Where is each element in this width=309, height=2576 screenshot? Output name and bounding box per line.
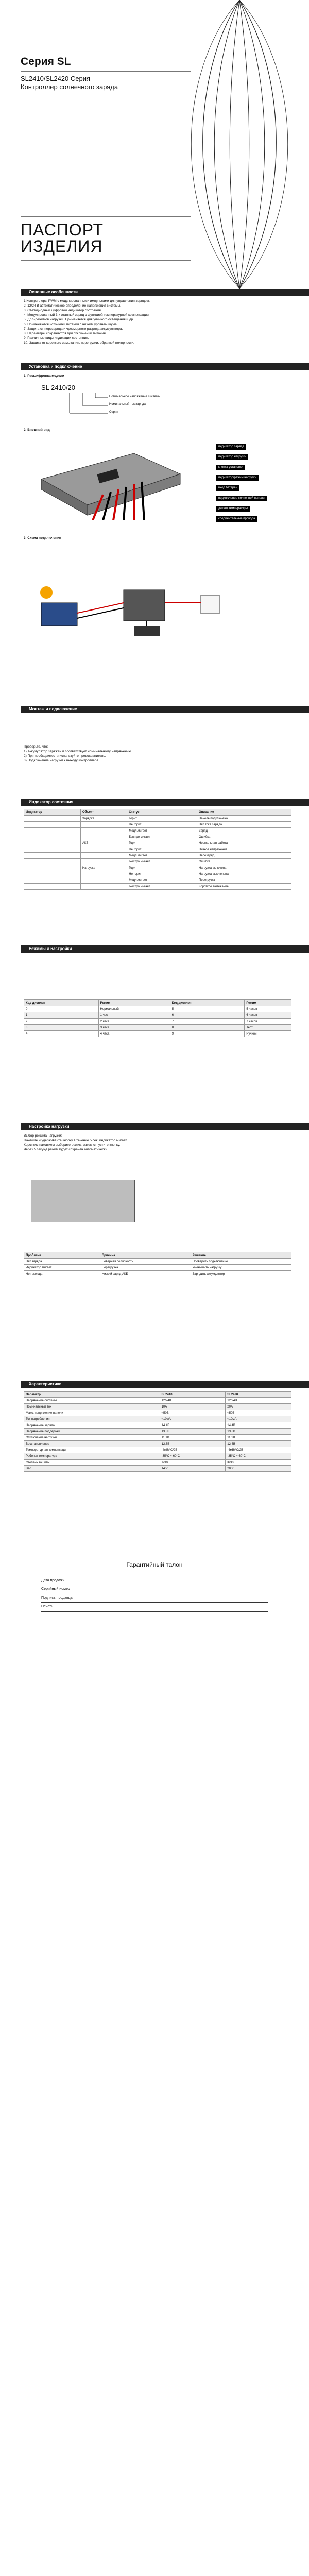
table-row: Нет выхода Низкий заряд АКБ Зарядить аккумулятор bbox=[24, 1271, 291, 1277]
warranty-field: Печать bbox=[41, 1603, 268, 1612]
controller-illustration bbox=[31, 443, 185, 520]
label-solar-panel: подключение солнечной панели bbox=[216, 496, 267, 501]
table-header: Причина bbox=[100, 1252, 191, 1259]
table-row: Восстановление 12.6В 12.6В bbox=[24, 1441, 291, 1447]
table-row: Номинальный ток 10А 20А bbox=[24, 1404, 291, 1410]
model-code: SL 2410/20 bbox=[41, 384, 76, 392]
label-set-button: кнопка установки bbox=[216, 465, 245, 470]
cover bbox=[0, 0, 309, 289]
section-mounting: Монтаж и подключение bbox=[21, 706, 309, 713]
connection-caption: 3. Схема подключения bbox=[24, 536, 61, 540]
model-note: Номинальный ток заряда bbox=[109, 403, 146, 406]
table-row: 1 1 час 6 6 часов bbox=[24, 1012, 291, 1019]
list-item: 3. Светодиодный цифровой индикатор состояния. bbox=[24, 309, 102, 312]
divider bbox=[21, 71, 191, 72]
table-row: Индикатор мигает Перегрузка Уменьшить нагрузку bbox=[24, 1265, 291, 1271]
list-item: 7. Защита от перезаряда и чрезмерного разряда аккумулятора. bbox=[24, 327, 123, 331]
table-row: АКБ Горит Нормальная работа bbox=[24, 840, 291, 846]
label-load-mode: индикатор/режим нагрузки bbox=[216, 475, 259, 481]
table-header: Решение bbox=[191, 1252, 291, 1259]
list-item: 8. Параметры сохраняются при отключении питания. bbox=[24, 332, 107, 335]
table-row: Макс. напряжение панели <50В <50В bbox=[24, 1410, 291, 1416]
table-header: Описание bbox=[197, 809, 291, 816]
series-title: Серия SL bbox=[21, 56, 71, 67]
table-row: Быстро мигает Ошибка bbox=[24, 859, 291, 865]
warranty-title: Гарантийный талон bbox=[126, 1561, 183, 1568]
table-row: Степень защиты IP30 IP30 bbox=[24, 1460, 291, 1466]
list-item: 10. Защита от короткого замыкания, перегрузки, обратной полярности. bbox=[24, 341, 134, 345]
label-temp-sensor: датчик температуры bbox=[216, 506, 250, 512]
table-row: 4 4 часа 9 Ручной bbox=[24, 1031, 291, 1037]
table-row: 3 3 часа 8 Тест bbox=[24, 1025, 291, 1031]
table-row: Медл.мигает Перегрузка bbox=[24, 877, 291, 884]
table-header: Проблема bbox=[24, 1252, 100, 1259]
controller-icon bbox=[31, 443, 185, 520]
table-row: Медл.мигает Перезаряд bbox=[24, 853, 291, 859]
table-row: Ток потребления <10мА <10мА bbox=[24, 1416, 291, 1422]
mounting-notes: Проверьте, что: 1) Аккумулятор заряжен и соответствует номинальному напряжению. 2) При необходимости используйте предохранитель. 3) Подключение нагрузки к выходу контроллера. bbox=[24, 745, 132, 762]
table-header: SL2420 bbox=[226, 1392, 291, 1398]
table-row: Напряжение поддержки 13.8В 13.8В bbox=[24, 1429, 291, 1435]
table-row: Медл.мигает Заряд bbox=[24, 828, 291, 834]
table-row: Напряжение заряда 14.4В 14.4В bbox=[24, 1422, 291, 1429]
list-item: 6. Применяются источники питания с низким уровнем шума. bbox=[24, 323, 118, 326]
table-row: 0 Нормальный 5 5 часов bbox=[24, 1006, 291, 1012]
model-note: Серия bbox=[109, 411, 118, 414]
table-header: Режим bbox=[98, 1000, 170, 1006]
list-item: 2. 12/24 В автоматическое определение напряжения системы. bbox=[24, 304, 121, 308]
product-subtitle: SL2410/SL2420 Серия Контроллер солнечного заряда bbox=[21, 75, 118, 91]
section-features: Основные особенности bbox=[21, 289, 309, 296]
warranty-field: Дата продажи bbox=[41, 1577, 268, 1585]
table-header: Статус bbox=[127, 809, 197, 816]
section-specs: Характеристики bbox=[21, 1381, 309, 1388]
decorative-curves bbox=[170, 0, 309, 289]
connection-diagram bbox=[31, 577, 278, 639]
settings-notes: Выбор режима нагрузки: Нажмите и удерживайте кнопку в течение 5 сек, индикатор мигает. Коротким нажатием выберите режим, затем отпустите кнопку. Через 5 секунд режим будет сохранён автоматически. bbox=[24, 1134, 128, 1151]
table-row: Напряжение системы 12/24В 12/24В bbox=[24, 1398, 291, 1404]
table-row: Не горит Нагрузка выключена bbox=[24, 871, 291, 877]
table-row: Не горит Нет тока заряда bbox=[24, 822, 291, 828]
divider bbox=[21, 260, 191, 261]
indicator-table bbox=[24, 809, 291, 890]
table-row: Не горит Низкое напряжение bbox=[24, 846, 291, 853]
section-installation: Установка и подключение bbox=[21, 363, 309, 370]
table-header: Индикатор bbox=[24, 809, 81, 816]
model-caption: 1. Расшифровка модели bbox=[24, 374, 64, 378]
table-header: Объект bbox=[80, 809, 127, 816]
list-item: 4. Модулированный 3-х этапный заряд с функцией температурной компенсации. bbox=[24, 313, 150, 317]
table-row: Зарядка Горит Панель подключена bbox=[24, 816, 291, 822]
table-row: Быстро мигает Короткое замыкание bbox=[24, 884, 291, 890]
table-row: Рабочая температура -35°С ~ 60°С -35°С ~ 60°С bbox=[24, 1453, 291, 1460]
table-row: Быстро мигает Ошибка bbox=[24, 834, 291, 840]
table-row: Отключение нагрузки 11.1В 11.1В bbox=[24, 1435, 291, 1441]
table-header: Код дисплея bbox=[170, 1000, 245, 1006]
table-header: Режим bbox=[245, 1000, 291, 1006]
table-row: Нет заряда Неверная полярность Проверить подключение bbox=[24, 1259, 291, 1265]
table-row: Нагрузка Горит Нагрузка включена bbox=[24, 865, 291, 871]
passport-title: ПАСПОРТ ИЗДЕЛИЯ bbox=[21, 221, 104, 256]
section-indicator: Индикатор состояния bbox=[21, 799, 309, 806]
appearance-caption: 2. Внешний вид bbox=[24, 428, 50, 432]
list-item: 9. Различные виды индикации состояния. bbox=[24, 336, 89, 340]
divider bbox=[21, 216, 191, 217]
list-item: 5. До 5 режимов нагрузки. Применяется для уличного освещения и др. bbox=[24, 318, 134, 321]
warranty-field: Серийный номер bbox=[41, 1585, 268, 1594]
features-list bbox=[24, 299, 291, 345]
controller-photo bbox=[31, 1180, 135, 1222]
table-row: 2 2 часа 7 7 часов bbox=[24, 1019, 291, 1025]
wiring-diagram bbox=[31, 577, 278, 639]
table-header: SL2410 bbox=[160, 1392, 226, 1398]
protection-table bbox=[24, 1252, 291, 1277]
section-settings: Настройка нагрузки bbox=[21, 1123, 309, 1130]
label-load-indicator: индикатор нагрузки bbox=[216, 454, 248, 460]
label-battery-input: вход батареи bbox=[216, 485, 239, 491]
table-header: Параметр bbox=[24, 1392, 160, 1398]
modes-table bbox=[24, 999, 291, 1037]
model-note: Номинальное напряжение системы bbox=[109, 395, 161, 398]
warranty-fields bbox=[41, 1577, 268, 1612]
label-charge-indicator: индикатор заряда bbox=[216, 444, 246, 450]
table-header: Код дисплея bbox=[24, 1000, 99, 1006]
table-row: Температурная компенсация -4мВ/°С/2В -4мВ/°С/2В bbox=[24, 1447, 291, 1453]
list-item: 1.Контроллеры PWM с модулированными импульсами для управления зарядом. bbox=[24, 299, 150, 303]
warranty-field: Подпись продавца bbox=[41, 1594, 268, 1603]
section-modes: Режимы и настройки bbox=[21, 945, 309, 953]
specs-table bbox=[24, 1391, 291, 1472]
label-wires: соединительные провода bbox=[216, 516, 257, 522]
table-row: Вес 145г 200г bbox=[24, 1466, 291, 1472]
